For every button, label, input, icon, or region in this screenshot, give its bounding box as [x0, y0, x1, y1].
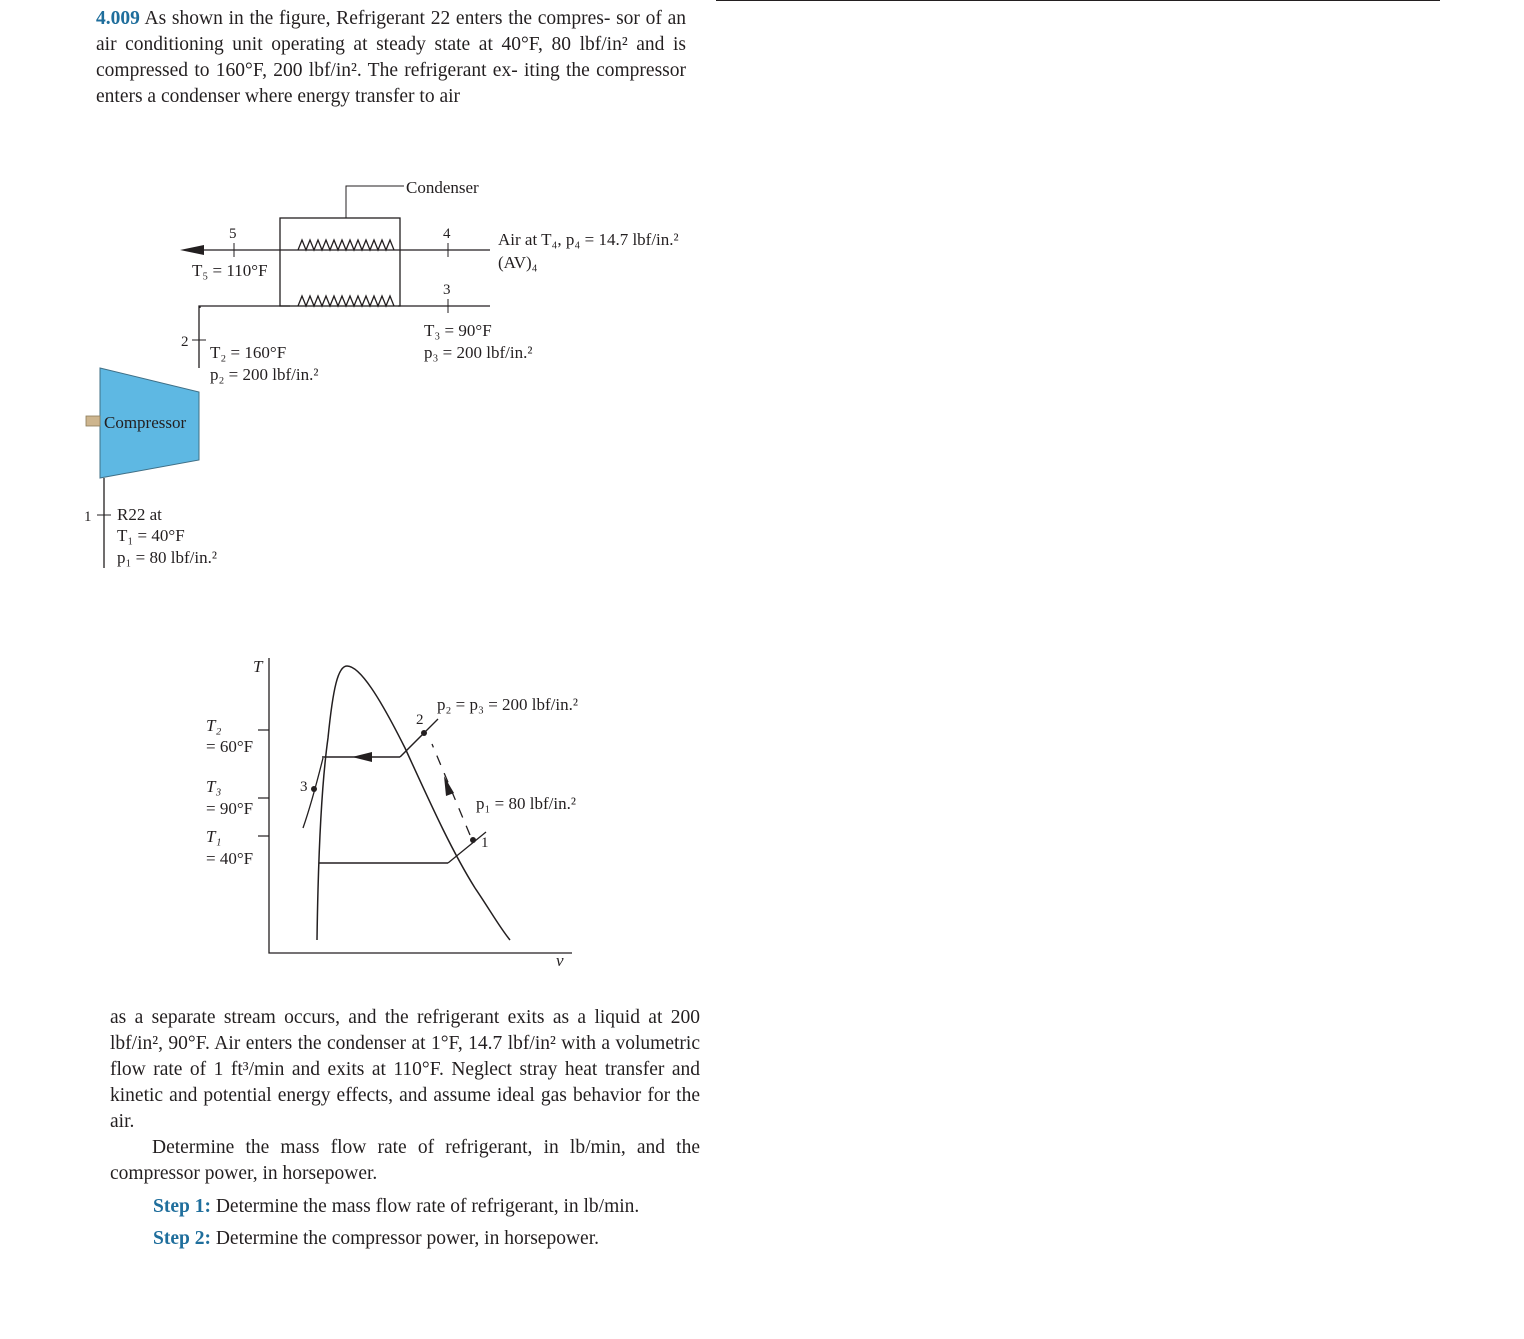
x-axis-label: v [556, 951, 564, 970]
body-line-1: as a separate stream occurs, and the refrigerant exits as a liquid at [110, 1007, 663, 1028]
compression-arrow-icon [444, 776, 454, 796]
point-2-label: 2 [416, 712, 424, 728]
problem-body [110, 1005, 700, 1135]
step-2-text: Determine the compressor power, in horsepower. [215, 1228, 599, 1249]
step-2-label: Step 2: [153, 1228, 211, 1249]
intro-line-4: iting the compressor enters a condenser where energy transfer to air [96, 60, 686, 107]
air-inlet-label-2: (AV)₄ [498, 253, 538, 272]
point-3-label: 3 [300, 779, 308, 795]
body-line-4: transfer and kinetic and potential energy effects, and assume ideal gas [110, 1059, 700, 1106]
compressor-shaft-icon [86, 416, 100, 426]
low-pressure-label: p₁ = 80 lbf/in.² [476, 794, 576, 813]
condenser-leader [346, 186, 404, 218]
state-1-label: 1 [84, 509, 92, 525]
state-5-label: 5 [229, 226, 237, 242]
body-line-5: behavior for the air. [110, 1085, 700, 1132]
problem-intro [96, 6, 686, 110]
state-2-label: 2 [181, 334, 189, 350]
coil-top-icon [298, 240, 394, 250]
t3-name: T₃ [206, 777, 222, 796]
body-line-3: volumetric flow rate of 1 ft³/min and exits at 110°F. Neglect stray heat [110, 1033, 700, 1080]
hp-line-ext [424, 719, 438, 733]
state-4-label: 4 [443, 226, 451, 242]
t1-name: T₁ [206, 827, 222, 846]
t2-label: T₂ = 160°F [210, 343, 287, 362]
intro-line-2: sor of an air conditioning unit operating at steady state at 40°F, [96, 8, 687, 55]
step-1 [153, 1194, 639, 1220]
t2-value: = 60°F [206, 737, 254, 756]
problem-number: 4.009 [96, 8, 140, 29]
intro-line-3: 80 lbf/in² and is compressed to 160°F, 200 lbf/in². The refrigerant ex- [96, 34, 686, 81]
t3-label: T₃ = 90°F [424, 321, 492, 340]
condenser-label: Condenser [406, 178, 479, 197]
point-1-dot [470, 837, 476, 843]
t3-value: = 90°F [206, 799, 254, 818]
tv-diagram [190, 648, 810, 978]
p3-label: p₃ = 200 lbf/in.² [424, 343, 533, 362]
state-3-label: 3 [443, 282, 451, 298]
air-inlet-label-1: Air at T₄, p₄ = 14.7 lbf/in.² [498, 230, 679, 249]
determine-paragraph [110, 1135, 700, 1187]
condensation-arrow-icon [352, 752, 372, 762]
point-1-label: 1 [481, 835, 489, 851]
r22-label: R22 at [117, 505, 162, 524]
t1-label: T₁ = 40°F [117, 526, 185, 545]
step-1-label: Step 1: [153, 1196, 211, 1217]
high-pressure-label: p₂ = p₃ = 200 lbf/in.² [437, 695, 578, 714]
step-1-text: Determine the mass flow rate of refrigerant, in lb/min. [215, 1196, 640, 1217]
p1-label: p₁ = 80 lbf/in.² [117, 548, 217, 567]
system-schematic [0, 160, 720, 580]
t5-label: T₅ = 110°F [192, 261, 268, 280]
point-3-dot [311, 786, 317, 792]
determine-text: Determine the mass flow rate of refrigerant, in lb/min, and the compressor power, in horsepower. [110, 1137, 700, 1184]
air-exit-arrow-icon [180, 245, 204, 255]
body-line-2: 200 lbf/in², 90°F. Air enters the condenser at 1°F, 14.7 lbf/in² with a [110, 1007, 700, 1054]
p2-label: p₂ = 200 lbf/in.² [210, 365, 319, 384]
t2-name: T₂ [206, 716, 222, 735]
compressor-label: Compressor [104, 413, 187, 432]
step-2 [153, 1226, 599, 1252]
coil-bottom-icon [298, 296, 394, 306]
y-axis-label: T [253, 657, 263, 676]
top-rule [716, 0, 1440, 1]
condenser-box [280, 218, 400, 306]
t1-value: = 40°F [206, 849, 254, 868]
intro-line-1: As shown in the figure, Refrigerant 22 enters the compres- [139, 8, 611, 29]
